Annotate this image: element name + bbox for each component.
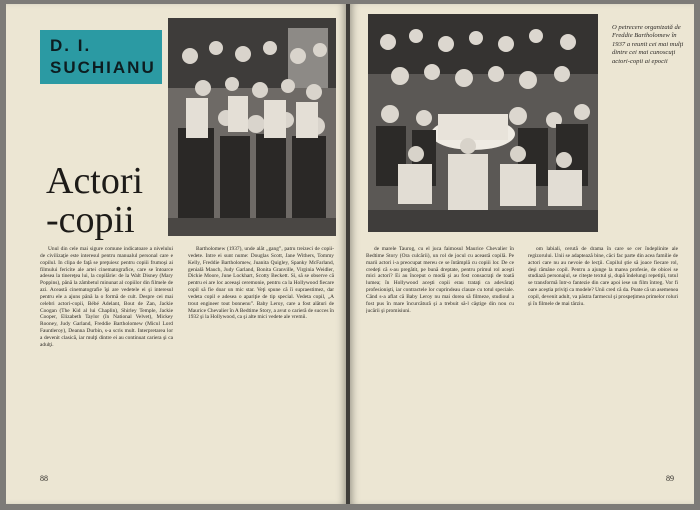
left-column-2-text: Bartholomew (1937), unde alăt „gang”, patru treizeci de copii-vedete. Intre ei sunt nume: Douglas Scott, Jane Withers, Tommy Kelly, Freddie Bartholomew, Juanita Quigley, Spanky McFarland, genială Mauch, Judy Garland, Bonita Granville, Virginia Weidler, Dickie Moore, June Lockhart, Scotty Beckett. Si, să se observe că pentru ei are loc aceeaşi ceremonie, pentru ca la Hollywood fiecare copil să fie doar un mic star. Veţi spune că îi supraestimez, dar vedeta copil e adesea o apariţie de tip special. Vedeta copil, „A trout engineer tout bonnenu”. Baby Leroy, care a fost alături de Maurice Chevalier în A Bedtime Story, a avut o carieră de succes în 1932 şi la Hollywood, ca şi alte mici vedete ale vremii. [188,246,334,321]
right-column-2-text: om labiali, cerută de drama în care se cer îndeplinite ale regizorului. Unii se adaptează bine, căci fac parte din acea familie de actori care nu au nevoie de lecţii. Copilul ştie să joace fiecare rol, deşi rămâne copil. Pentru a ajunge la marea profesie, de obicei se studiază personajul, se citeşte textul şi, după îndelungi repetiţii, totul se transformă într-o fantezie din care apoi iese un film întreg. Vor fi oare aceştia priviţi ca modele? Unii cred că da. Poate că un asemenea copil, devenit adult, va păstra farmecul şi prospeţimea primelor roluri şi în filmele de mai târziu. [528,246,678,307]
left-text-column-1 [40,246,173,468]
right-page [350,4,694,504]
photo-left-illustration [168,18,336,236]
right-column-1-text: de marele Taurog, cu el juca faimosul Maurice Chevalier în Bedtime Story (Ora culcării), un rol de jocul cu această copilă. Pe marii actori i-a preocupat mereu ce se întâmplă cu copiii lor. De ce credeţi că s-au pregătit, pe bună dreptate, pentru primul rol aceşti mici actori? Ei au început o modă şi au fost consacraţi de toată lumea; în Hollywood aceşti copii erau trataţi ca adevăraţi profesionişti, iar contractele lor cuprindeau clauze cu totul speciale. Când s-a aflat că Baby Leroy nu mai dorea să filmeze, studioul a fost pus în mare încurcătură şi a trebuit să-l câştige din nou cu jucării şi promisiuni. [366,246,514,314]
author-initials: D. I. [50,36,92,55]
right-text-column-2 [528,246,678,468]
group-photo-right [368,14,598,232]
page-number-left: 88 [40,474,48,483]
left-page [6,4,346,504]
left-column-1-text: Unul din cele mai sigure comune indicatoare a nivelului de civilizaţie este interesul pentru manualul personal care e copilul. In clipa de faţă se preţuiesc pentru copiii frumoşi ai filmului fericite ale artei cinematografice, care se întoarce adesea la tinereţea lui, la copilărie: de la Walt Disney (Mary Poppins), până la zâmbetul minunat al copiilor din filmele de azi. Această cinematografie îşi are vedetele ei şi interesul pentru ele a ajuns până la o formă de cult. Despre cei mai celebri actori-copii, Bébé Adelant, Bout de Zan, Jackie Coogan (The Kid al lui Chaplin), Shirley Temple, Jackie Cooper, Elizabeth Taylor (în National Velvet), Mickey Rooney, Judy Garland, Freddie Bartholomew (Micul Lord Fauntleroy), Deanna Durbin, s-a scris mult. Interpretarea lor a devenit clasică, iar mulţi dintre ei au continuat cariera şi ca adulţi. [40,246,173,348]
right-text-column-1 [366,246,514,468]
author-box [40,30,162,84]
left-text-column-2 [188,246,334,468]
article-title-line1: Actori [46,160,144,202]
author-surname: SUCHIANU [50,58,156,77]
photo-right-illustration [368,14,598,232]
group-photo-left [168,18,336,236]
article-title-line2: -copii [46,199,135,241]
photo-caption: O petrecere organizată de Freddie Bartholomew în 1937 a reunit cei mai mulţi dintre cei mai cunoscuţi actori-copii ai epocii [612,24,684,65]
page-number-right: 89 [666,474,674,483]
